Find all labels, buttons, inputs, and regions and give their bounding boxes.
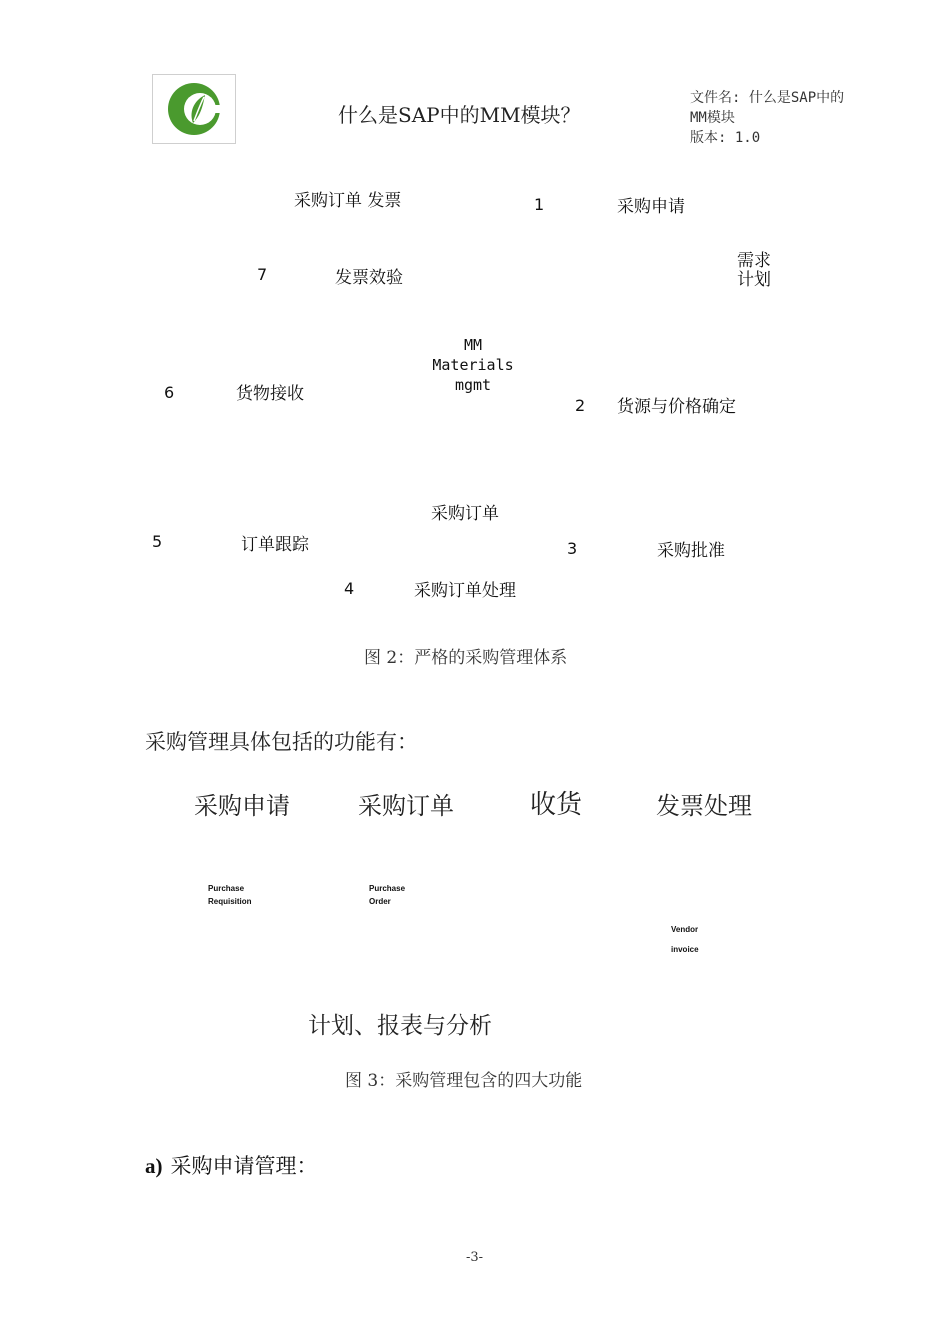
document-title: 什么是SAP中的MM模块？	[338, 103, 581, 127]
function-purchase-order: 采购订单	[358, 792, 454, 820]
mm-line3: mgmt	[454, 376, 492, 394]
version-line: 版本: 1.0	[690, 130, 761, 146]
diagram-step-5-number: 5	[152, 532, 163, 551]
diagram-step-7-number: 7	[257, 265, 268, 284]
en-line1: Vendor	[671, 925, 699, 934]
mm-line1: MM	[463, 336, 483, 354]
diagram-demand-plan	[737, 252, 771, 290]
diagram-step-2-label: 货源与价格确定	[617, 397, 736, 417]
en-line2: Order	[369, 897, 391, 906]
function-goods-receipt: 收货	[530, 790, 583, 820]
diagram-purchase-order-label: 采购订单	[431, 504, 499, 524]
function-purchase-order-en	[369, 882, 405, 908]
function-vendor-invoice-en	[671, 920, 699, 960]
diagram-center-mm	[420, 335, 526, 395]
diagram-step-1-label: 采购申请	[617, 197, 685, 217]
en-line1: Purchase	[208, 884, 245, 893]
diagram-step-2-number: 2	[575, 396, 586, 415]
function-purchase-requisition-en	[208, 882, 252, 908]
en-line1: Purchase	[369, 884, 406, 893]
planning-reporting-analysis: 计划、报表与分析	[308, 1013, 492, 1039]
section-a-marker: a)	[145, 1154, 163, 1178]
section-a-title: 采购申请管理：	[170, 1154, 318, 1178]
file-name-line: 文件名: 什么是SAP中的MM模块	[690, 90, 845, 126]
function-purchase-requisition: 采购申请	[194, 792, 290, 820]
diagram-step-6-label: 货物接收	[236, 384, 304, 404]
figure-3-caption: 图 3：采购管理包含的四大功能	[345, 1071, 583, 1091]
diagram-step-4-label: 采购订单处理	[414, 581, 516, 601]
page-number: -3-	[466, 1250, 484, 1265]
demand-plan-line2: 计划	[737, 270, 771, 290]
leaf-logo-icon	[153, 75, 235, 143]
en-line2: invoice	[671, 945, 699, 954]
diagram-step-6-number: 6	[164, 383, 175, 402]
section-a-heading	[145, 1150, 318, 1180]
diagram-po-invoice-label: 采购订单 发票	[294, 191, 402, 211]
diagram-step-5-label: 订单跟踪	[241, 535, 309, 555]
diagram-step-4-number: 4	[344, 579, 355, 598]
diagram-step-7-label: 发票效验	[335, 268, 403, 288]
diagram-step-3-label: 采购批准	[657, 541, 725, 561]
file-info	[690, 88, 860, 148]
figure-2-caption: 图 2：严格的采购管理体系	[364, 648, 568, 668]
company-logo	[152, 74, 236, 144]
demand-plan-line1: 需求	[737, 251, 771, 271]
diagram-step-3-number: 3	[567, 539, 578, 558]
en-line2: Requisition	[208, 897, 252, 906]
function-invoice-processing: 发票处理	[656, 792, 752, 820]
mm-line2: Materials	[432, 356, 514, 374]
functions-intro: 采购管理具体包括的功能有：	[145, 730, 418, 754]
diagram-step-1-number: 1	[534, 195, 545, 214]
